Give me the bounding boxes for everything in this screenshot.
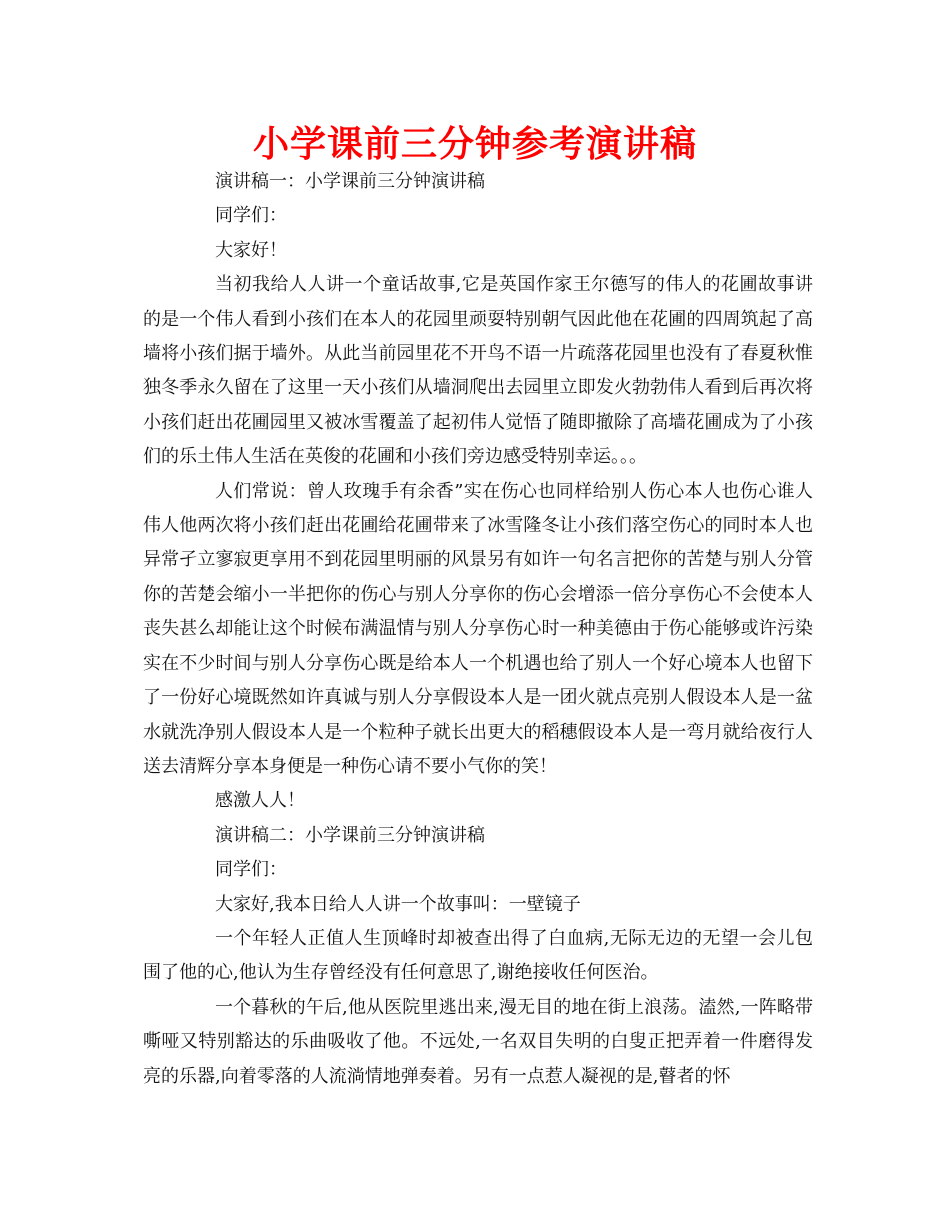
paragraph: 同学们： [215,205,287,227]
paragraph: 演讲稿二：小学课前三分钟演讲稿 [215,824,485,846]
paragraph: 感激人人！ [215,790,305,812]
paragraph: 同学们： [215,859,287,881]
paragraph: 大家好！ [215,239,287,261]
document-body [143,165,813,1094]
document-title: 小学课前三分钟参考演讲稿 [252,124,697,165]
paragraph: 大家好,我本日给人人讲一个故事叫：一壁镜子 [215,893,581,915]
paragraph: 演讲稿一：小学课前三分钟演讲稿 [215,171,485,192]
paragraph: 人们常说：曾人玫瑰手有余香”实在伤心也同样给别人伤心本人也伤心谁人伟人他两次将小孩们赶出花圃给花圃带来了冰雪隆冬让小孩们落空伤心的同时本人也异常孑立寥寂更享用不到花园里明丽的风景另有如许一句名言把你的苦楚与别人分管你的苦楚会缩小一半把你的伤心与别人分享你的伤心会增添一倍分享伤心不会使本人丧失甚么却能让这个时候布满温情与别人分享伤心时一种美德由于伤心能够或许污染实在不少时间与别人分享伤心既是给本人一个机遇也给了别人一个好心境本人也留下了一份好心境既然如许真诚与别人分享假设本人是一团火就点亮别人假设本人是一盆水就洗净别人假设本人是一个粒种子就长出更大的稻穗假设本人是一弯月就给夜行人送去清辉分享本身便是一种伤心请不要小气你的笑！ [143,480,813,777]
paragraph: 当初我给人人讲一个童话故事,它是英国作家王尔德写的伟人的花圃故事讲的是一个伟人看到小孩们在本人的花园里顽耍特别朝气因此他在花圃的四周筑起了高墙将小孩们据于墙外。从此当前园里花不开鸟不语一片疏落花园里也没有了春夏秋惟独冬季永久留在了这里一天小孩们从墙洞爬出去园里立即发火勃勃伟人看到后再次将小孩们赶出花圃园里又被冰雪覆盖了起初伟人觉悟了随即撤除了高墙花圃成为了小孩们的乐土伟人生活在英俊的花圃和小孩们旁边感受特别幸运。。。 [143,274,813,468]
paragraph: 一个年轻人正值人生顶峰时却被查出得了白血病,无际无边的无望一会儿包围了他的心,他认为生存曾经没有任何意思了,谢绝接收任何医治。 [143,927,813,984]
paragraph: 一个暮秋的午后,他从医院里逃出来,漫无目的地在街上浪荡。溘然,一阵略带嘶哑又特别豁达的乐曲吸收了他。不远处,一名双目失明的白叟正把弄着一件磨得发亮的乐器,向着零落的人流淌情地弹奏着。另有一点惹人凝视的是,瞽者的怀 [143,996,813,1087]
